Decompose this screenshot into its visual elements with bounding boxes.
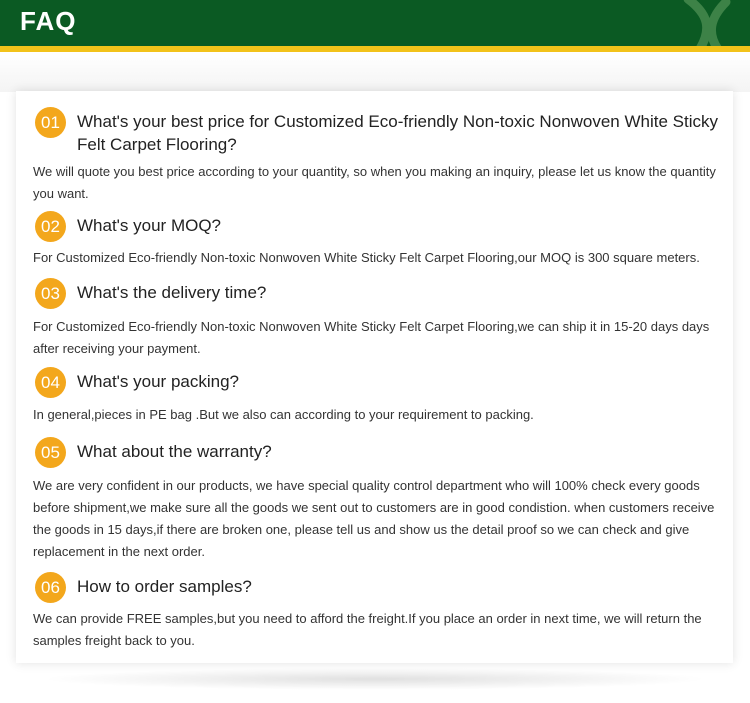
header-bar [0,0,750,46]
answer-text: For Customized Eco-friendly Non-toxic Nonwoven White Sticky Felt Carpet Flooring,our MOQ is 300 square meters. [33,250,700,265]
page-title: FAQ [20,6,77,36]
question-text: What's your best price for Customized Eco-friendly Non-toxic Nonwoven White Sticky Felt Carpet Flooring? [77,112,718,154]
number-badge: 03 [35,278,66,309]
faq-item-3 [16,278,733,356]
header-gap [0,52,750,92]
leaf-logo-icon [678,0,738,46]
faq-item-4 [16,367,733,422]
faq-item-2 [16,211,733,265]
faq-item-6 [16,572,733,648]
number-badge: 01 [35,107,66,138]
answer-text: For Customized Eco-friendly Non-toxic Nonwoven White Sticky Felt Carpet Flooring,we can ship it in 15-20 days days after receiving your payment. [33,319,710,356]
number-badge: 04 [35,367,66,398]
answer-text: We can provide FREE samples,but you need to afford the freight.If you place an order in next time, we will return the samples freight back to you. [33,611,702,648]
question-text: What's the delivery time? [77,283,267,302]
question-text: What about the warranty? [77,442,272,461]
number-badge: 05 [35,437,66,468]
answer-text: In general,pieces in PE bag .But we also can according to your requirement to packing. [33,407,534,422]
question-text: What's your packing? [77,372,239,391]
faq-card [16,91,733,663]
question-text: What's your MOQ? [77,216,222,235]
question-text: How to order samples? [77,577,252,596]
faq-item-5 [16,437,733,559]
faq-item-1 [16,107,733,201]
answer-text: We will quote you best price according to your quantity, so when you making an inquiry, please let us know the quantity you want. [33,164,716,201]
card-shadow [40,668,710,690]
number-badge: 06 [35,572,66,603]
number-badge: 02 [35,211,66,242]
answer-text: We are very confident in our products, we have special quality control department who will 100% check every goods before shipment,we make sure all the goods we sent out to customers are in good condistion. when customers receive the goods in 15 days,if there are broken one, please tell us and show us the detail proof so we can check and give replacement in the next order. [33,478,715,559]
